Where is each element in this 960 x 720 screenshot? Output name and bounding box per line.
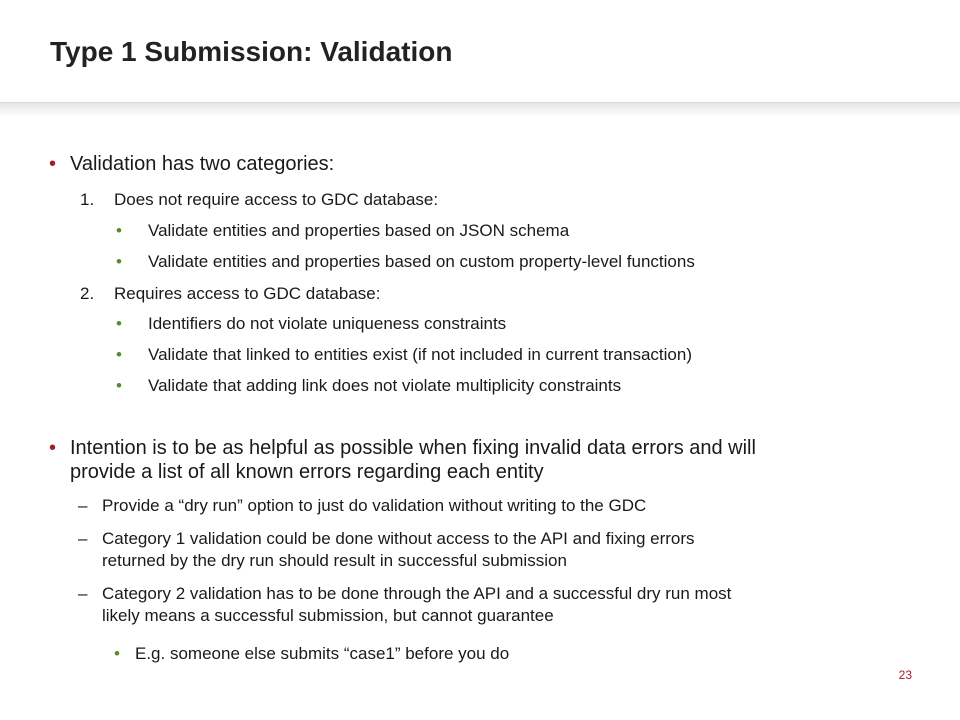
cat1-item: Validate entities and properties based on JSON schema [148,221,570,240]
cat1-heading: Does not require access to GDC database: [114,190,439,209]
cat2-item: Validate that adding link does not violate multiplicity constraints [148,376,622,395]
section2-item-cont: likely means a successful submission, but cannot guarantee [102,606,554,625]
sub-bullet-marker: • [116,376,122,395]
section2-item-cont: returned by the dry run should result in successful submission [102,551,567,570]
sub-bullet-marker: • [116,314,122,333]
cat2-number: 2. [80,284,95,303]
cat2-item: Validate that linked to entities exist (if not included in current transaction) [148,345,692,364]
dash-marker: – [78,496,88,515]
page-number: 23 [898,668,912,682]
bullet-marker: • [49,153,57,175]
sub-bullet-marker: • [116,252,122,271]
section2-item: Category 2 validation has to be done through the API and a successful dry run most [102,584,732,603]
dash-marker: – [78,584,88,603]
cat1-item: Validate entities and properties based on custom property-level functions [148,252,695,271]
bullet-marker: • [49,437,57,459]
cat2-item: Identifiers do not violate uniqueness constraints [148,314,507,333]
section2-line2: provide a list of all known errors regarding each entity [70,461,544,483]
dash-marker: – [78,529,88,548]
section2-item: Category 1 validation could be done without access to the API and fixing errors [102,529,695,548]
sub-bullet-marker: • [114,644,120,663]
title-divider [0,102,960,117]
cat1-number: 1. [80,190,95,209]
section2-item: Provide a “dry run” option to just do validation without writing to the GDC [102,496,647,515]
section1-heading: Validation has two categories: [70,153,335,175]
section2-line1: Intention is to be as helpful as possible when fixing invalid data errors and will [70,437,756,459]
slide-title: Type 1 Submission: Validation [50,36,453,67]
cat2-heading: Requires access to GDC database: [114,284,381,303]
sub-bullet-marker: • [116,345,122,364]
example-text: E.g. someone else submits “case1” before you do [135,644,510,663]
sub-bullet-marker: • [116,221,122,240]
